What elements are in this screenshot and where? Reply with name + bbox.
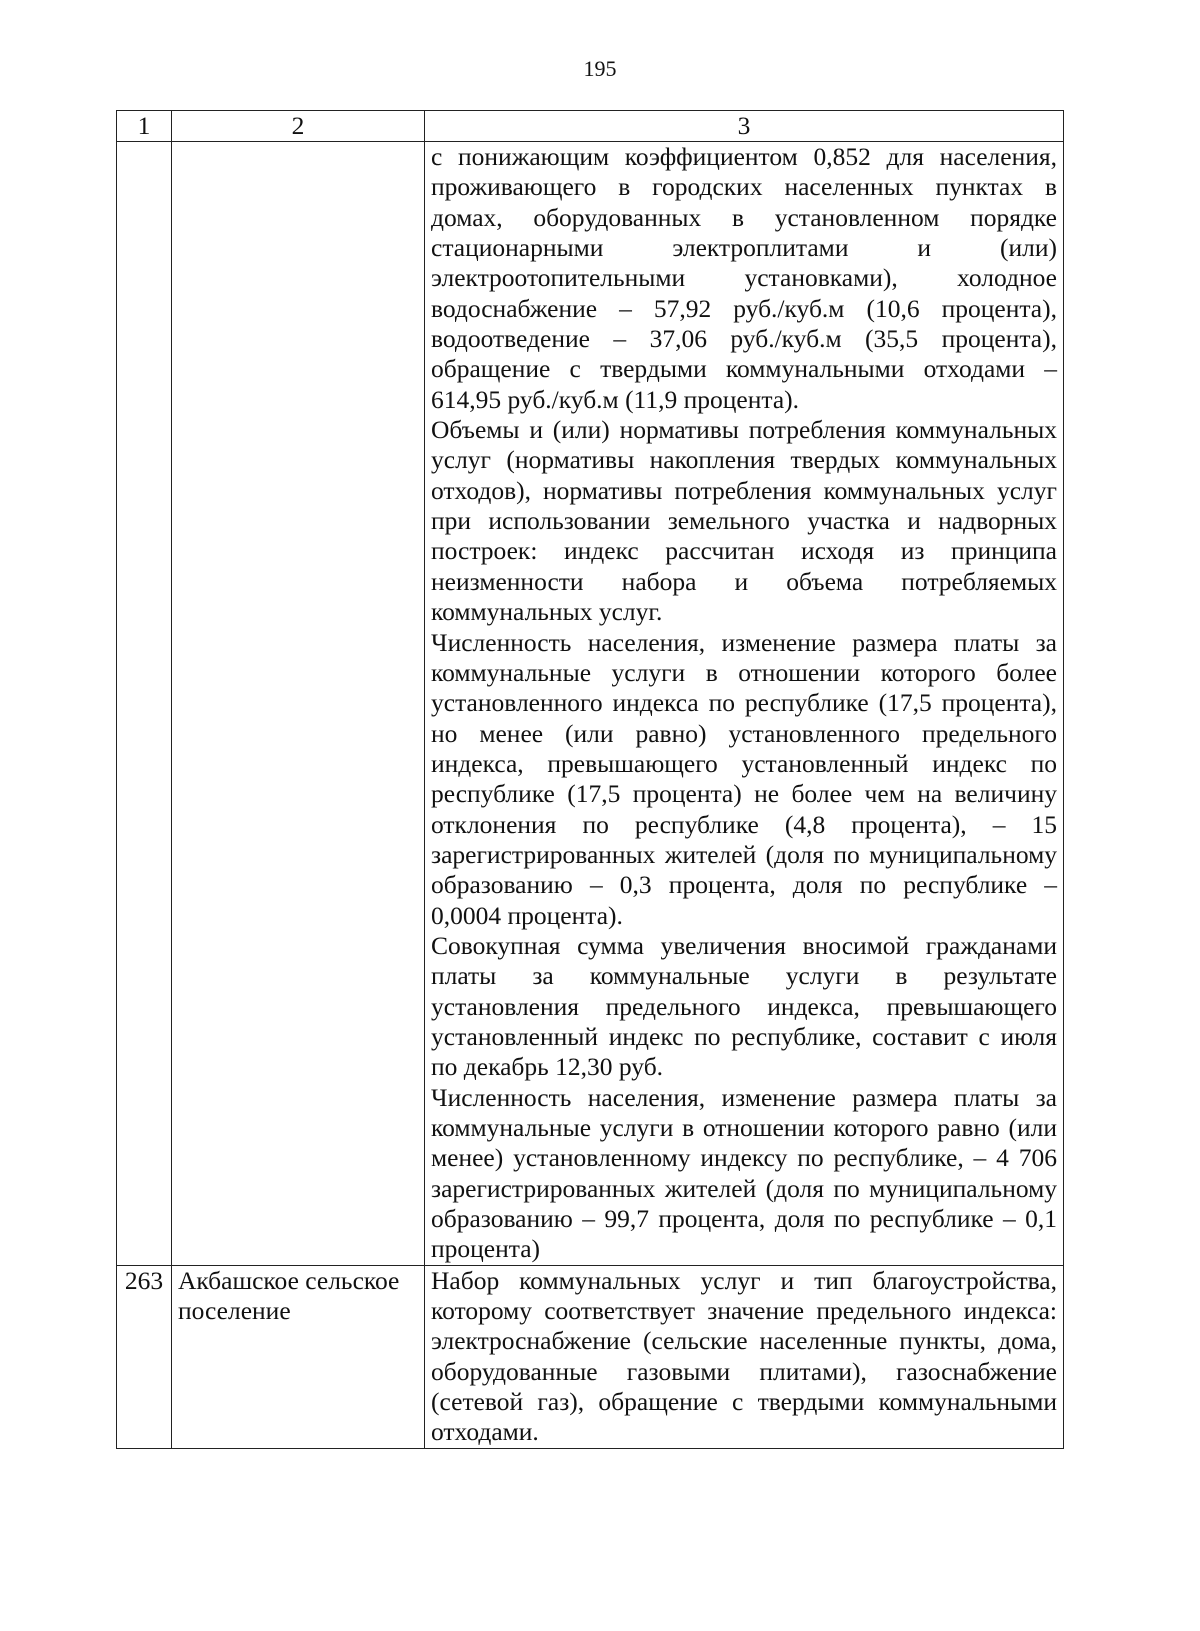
paragraph-population-below-index: Численность населения, изменение размера платы за коммунальные услуги в отношении которого равно (или менее) установленному индексу по республике, – 4 706 зарегистрированных жителей (доля по муниципальному образованию – 99,7 процента, доля по республике – 0,1 процента) bbox=[431, 1082, 1057, 1264]
paragraph-population-above-index: Численность населения, изменение размера платы за коммунальные услуги в отношении которого более установленного индекса по республике (17,5 процента), но менее (или равно) установленного предельного индекса, превышающего установленный индекс по республике (17,5 процента) не более чем на величину отклонения по республике (4,8 процента), – 15 зарегистрированных жителей (доля по муниципальному образованию – 0,3 процента, доля по республике – 0,0004 процента). bbox=[431, 627, 1057, 930]
row-number: 263 bbox=[117, 1265, 172, 1448]
header-col-2: 2 bbox=[172, 111, 425, 142]
row-description-cell bbox=[425, 142, 1064, 1266]
row-number-cell bbox=[117, 142, 172, 1266]
header-col-1: 1 bbox=[117, 111, 172, 142]
page-number: 195 bbox=[583, 56, 617, 81]
table-row-263 bbox=[117, 1265, 1064, 1448]
paragraph-services-set: Набор коммунальных услуг и тип благоустройства, которому соответствует значение предельного индекса: электроснабжение (сельские населенные пункты, дома, оборудованные газовыми плитами), газоснабжение (сетевой газ), обращение с твердыми коммунальными отходами. bbox=[431, 1265, 1057, 1447]
paragraph-total-increase: Совокупная сумма увеличения вносимой гражданами платы за коммунальные услуги в результате установления предельного индекса, превышающего установленный индекс по республике, составит с июля по декабрь 12,30 руб. bbox=[431, 930, 1057, 1082]
paragraph-volumes: Объемы и (или) нормативы потребления коммунальных услуг (нормативы накопления твердых коммунальных отходов), нормативы потребления коммунальных услуг при использовании земельного участка и надворных построек: индекс рассчитан исходя из принципа неизменности набора и объема потребляемых коммунальных услуг. bbox=[431, 415, 1057, 627]
table-header-row bbox=[117, 111, 1064, 142]
settlement-name: Акбашское сельское поселение bbox=[172, 1265, 425, 1448]
paragraph-tariffs: с понижающим коэффициентом 0,852 для населения, проживающего в городских населенных пунктах в домах, оборудованных в установленном порядке стационарными электроплитами и (или) электроотопительными установками), холодное водоснабжение – 57,92 руб./куб.м (10,6 процента), водоотведение – 37,06 руб./куб.м (35,5 процента), обращение с твердыми коммунальными отходами – 614,95 руб./куб.м (11,9 процента). bbox=[431, 142, 1057, 414]
document-table bbox=[116, 110, 1064, 1449]
header-col-3: 3 bbox=[425, 111, 1064, 142]
row-description-cell bbox=[425, 1265, 1064, 1448]
table-row-continuation bbox=[117, 142, 1064, 1266]
row-name-cell bbox=[172, 142, 425, 1266]
